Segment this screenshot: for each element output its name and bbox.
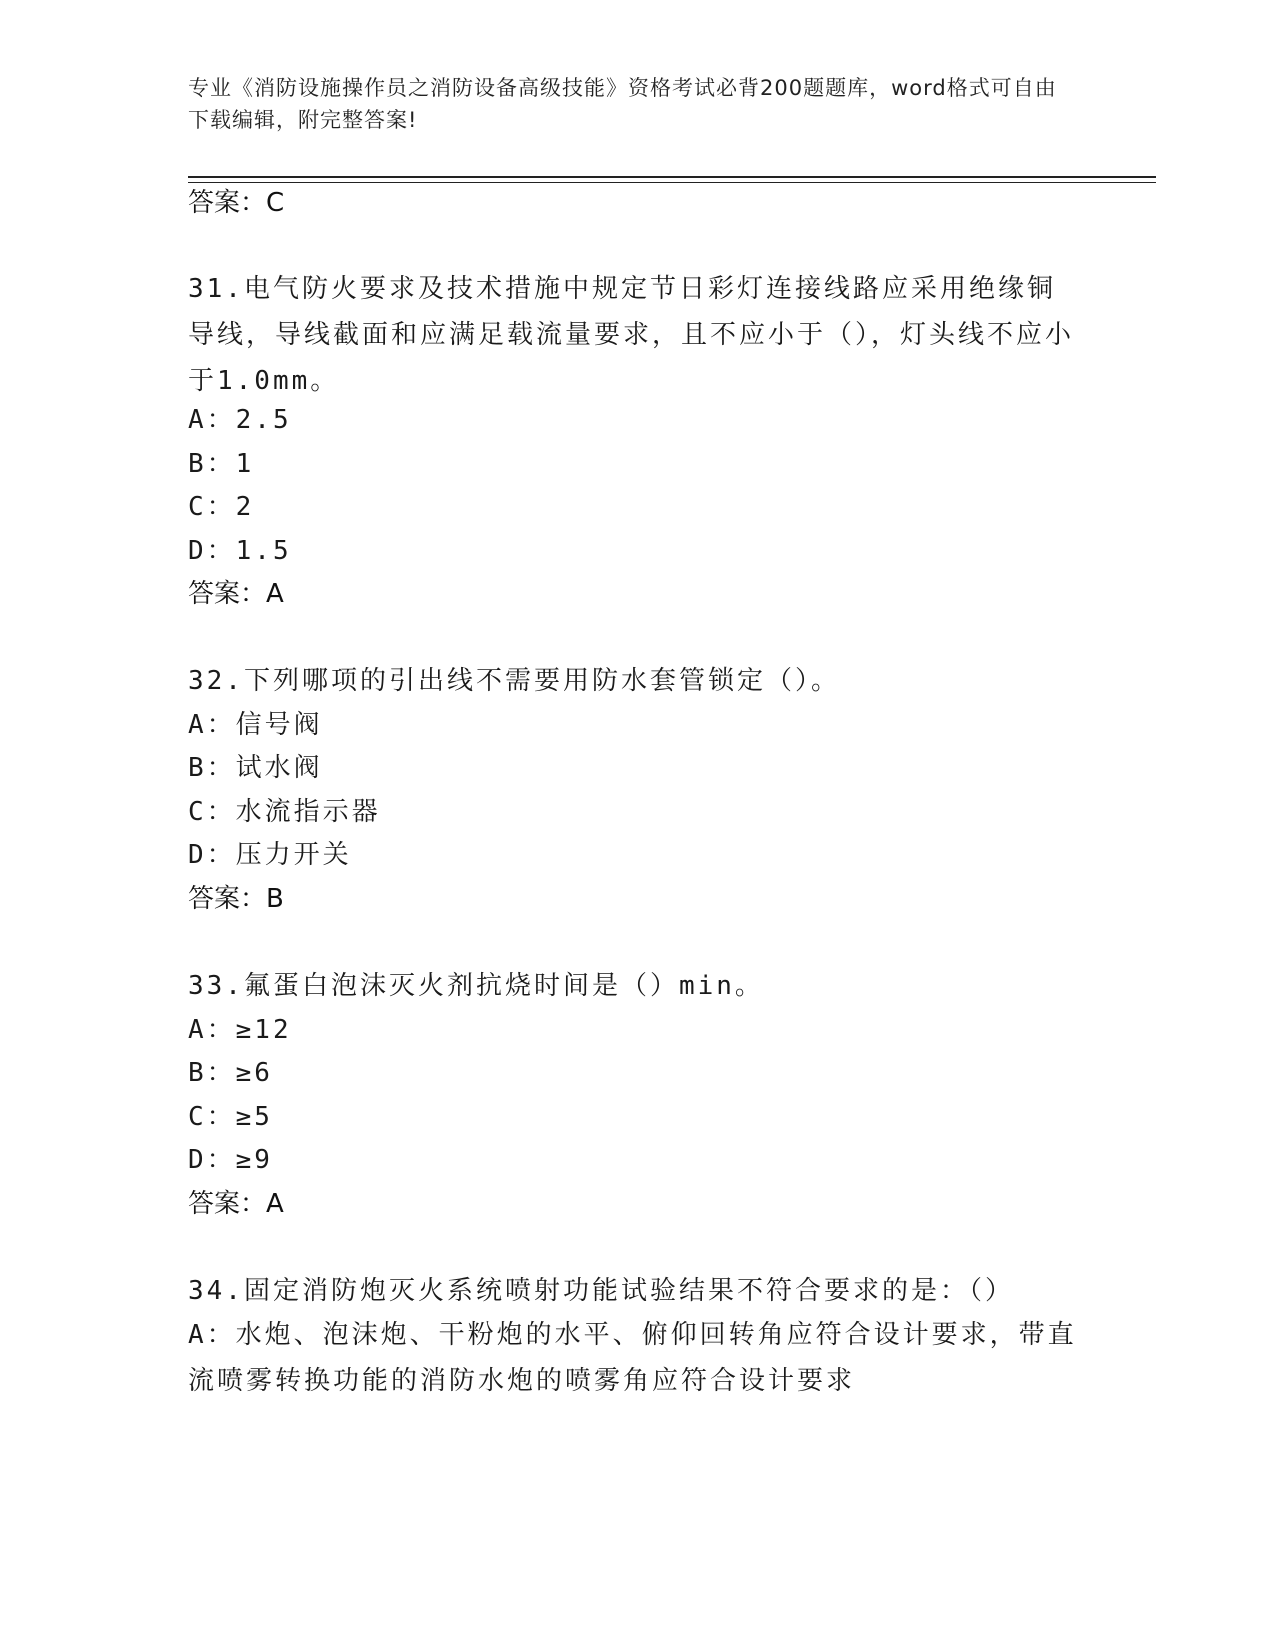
question-32-option-a: A：信号阀 xyxy=(188,710,323,740)
question-33-answer: 答案：A xyxy=(188,1189,284,1219)
question-33-option-d: D：≥9 xyxy=(188,1145,273,1175)
question-31-option-a: A：2.5 xyxy=(188,405,292,435)
question-31-option-c: C：2 xyxy=(188,492,255,522)
question-31-answer: 答案：A xyxy=(188,579,284,609)
question-33-option-a: A：≥12 xyxy=(188,1015,292,1045)
question-31-stem: 31.电气防火要求及技术措施中规定节日彩灯连接线路应采用绝缘铜导线，导线截面和应满足载流量要求，且不应小于（），灯头线不应小于1.0mm。 xyxy=(188,274,1075,396)
question-34-stem: 34.固定消防炮灭火系统喷射功能试验结果不符合要求的是：（） xyxy=(188,1276,1014,1306)
question-32-option-c: C：水流指示器 xyxy=(188,797,381,827)
question-32-option-d: D：压力开关 xyxy=(188,840,352,870)
question-33-option-c: C：≥5 xyxy=(188,1102,273,1132)
question-34-option-a: A：水炮、泡沫炮、干粉炮的水平、俯仰回转角应符合设计要求，带直流喷雾转换功能的消防水炮的喷雾角应符合设计要求 xyxy=(188,1320,1077,1396)
header-rule-thick xyxy=(188,176,1156,178)
answer-previous: 答案：C xyxy=(188,188,285,218)
question-32-answer: 答案：B xyxy=(188,884,284,914)
document-header: 专业《消防设施操作员之消防设备高级技能》资格考试必背200题题库，word格式可自由下载编辑，附完整答案! xyxy=(188,76,1057,132)
header-rule-thin xyxy=(188,182,1156,183)
question-31-option-b: B：1 xyxy=(188,449,255,479)
question-32-stem: 32.下列哪项的引出线不需要用防水套管锁定（）。 xyxy=(188,666,840,696)
question-33-option-b: B：≥6 xyxy=(188,1058,273,1088)
question-33-stem: 33.氟蛋白泡沫灭火剂抗烧时间是（）min。 xyxy=(188,971,764,1001)
question-32-option-b: B：试水阀 xyxy=(188,753,323,783)
question-31-option-d: D：1.5 xyxy=(188,536,292,566)
